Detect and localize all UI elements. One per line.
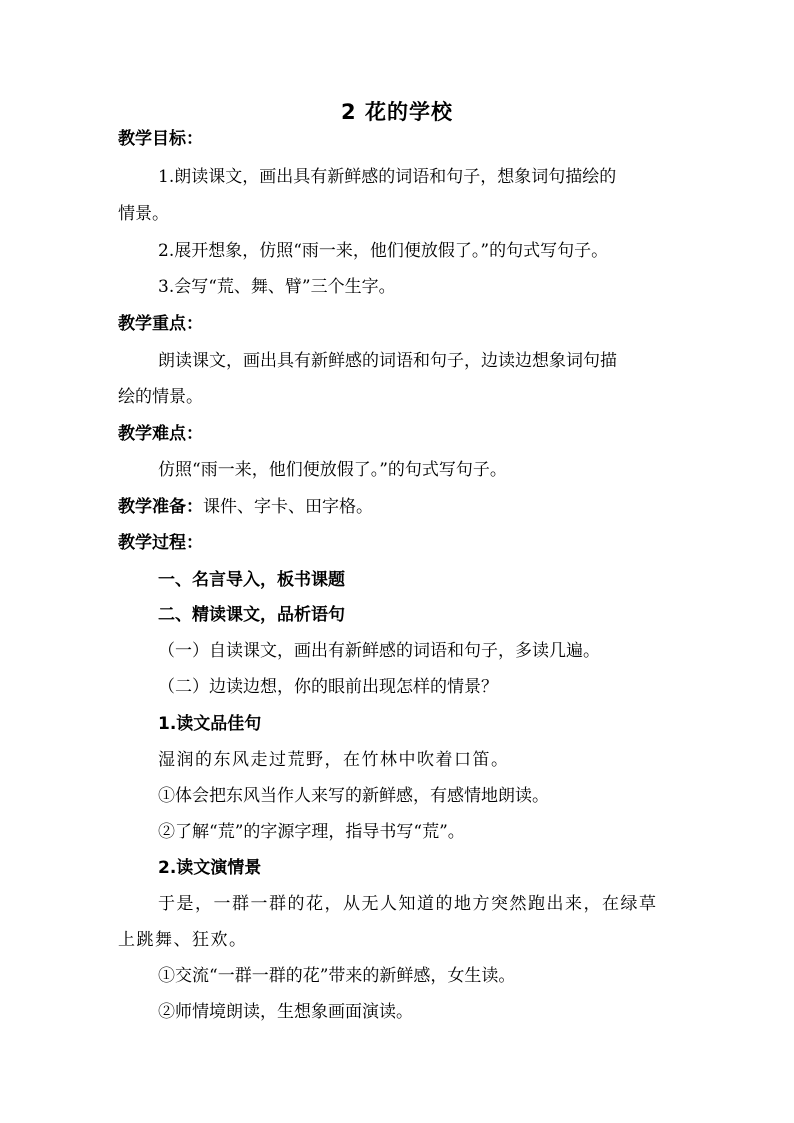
preparation-line — [118, 496, 373, 518]
part-1-quote: 湿润的东风走过荒野，在竹林中吹着口笛。 — [158, 750, 510, 770]
part-2-quote-line-2: 上跳舞、狂欢。 — [118, 930, 248, 950]
key-points-heading: 教学重点： — [118, 314, 203, 334]
objective-item-3: 3.会写“荒、舞、臂”三个生字。 — [158, 277, 396, 297]
preparation-text: 课件、字卡、田字格。 — [203, 497, 373, 517]
preparation-heading: 教学准备： — [118, 497, 203, 517]
difficulties-line-1: 仿照“雨一来，他们便放假了。”的句式写句子。 — [158, 460, 507, 480]
process-sub-2: （二）边读边想，你的眼前出现怎样的情景？ — [158, 677, 498, 697]
key-points-line-2: 绘的情景。 — [118, 387, 203, 407]
objectives-heading: 教学目标： — [118, 129, 203, 149]
objective-item-2: 2.展开想象，仿照“雨一来，他们便放假了。”的句式写句子。 — [158, 241, 609, 261]
key-points-line-1: 朗读课文，画出具有新鲜感的词语和句子，边读边想象词句描 — [158, 351, 617, 371]
part-2-heading: 2.读文演情景 — [158, 858, 262, 878]
process-sub-1: （一）自读课文，画出有新鲜感的词语和句子，多读几遍。 — [158, 641, 600, 661]
part-1-point-2: ②了解“荒”的字源字理，指导书写“荒”。 — [158, 822, 465, 842]
part-1-point-1: ①体会把东风当作人来写的新鲜感，有感情地朗读。 — [158, 786, 549, 806]
objective-item-1-line-1: 1.朗读课文，画出具有新鲜感的词语和句子，想象词句描绘的 — [158, 167, 617, 187]
part-1-heading: 1.读文品佳句 — [158, 714, 262, 734]
lesson-title: 2 花的学校 — [341, 100, 453, 124]
process-heading: 教学过程： — [118, 533, 203, 553]
difficulties-heading: 教学难点： — [118, 424, 203, 444]
process-step-1: 一、名言导入，板书课题 — [158, 570, 345, 590]
part-2-point-1: ①交流“一群一群的花”带来的新鲜感，女生读。 — [158, 966, 516, 986]
process-step-2: 二、精读课文，品析语句 — [158, 605, 345, 625]
objective-item-1-line-2: 情景。 — [118, 204, 169, 224]
part-2-point-2: ②师情境朗读，生想象画面演读。 — [158, 1002, 413, 1022]
part-2-quote-line-1: 于是，一群一群的花，从无人知道的地方突然跑出来，在绿草 — [158, 894, 658, 914]
